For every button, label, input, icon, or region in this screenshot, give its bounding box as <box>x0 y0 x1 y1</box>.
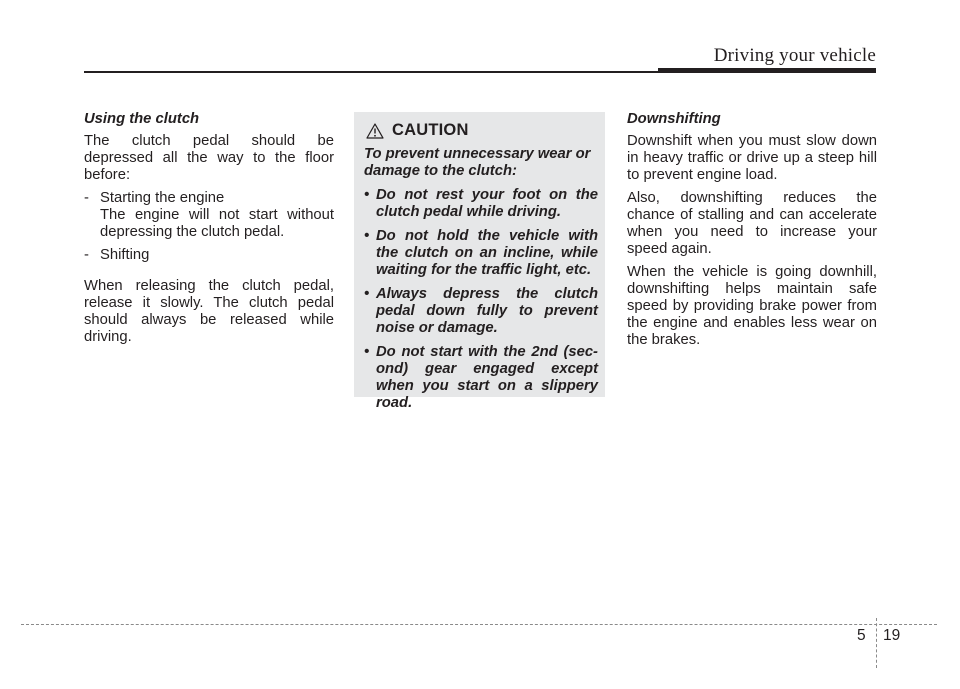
caution-item-text: Do not start with the 2nd (sec-ond) gear engaged except when you start on a slippery road. <box>376 344 598 411</box>
page-number: 19 <box>883 627 901 644</box>
list-item <box>84 190 334 207</box>
paragraph: Also, downshifting reduces the chance of stalling and can accelerate when you need to increase your speed again. <box>627 190 877 257</box>
bullet: • <box>364 187 370 203</box>
header-rule-accent <box>658 68 876 73</box>
paragraph: Downshift when you must slow down in heavy traffic or drive up a steep hill to prevent engine load. <box>627 133 877 183</box>
section-heading-downshifting: Downshifting <box>627 111 721 127</box>
caution-list <box>364 187 598 412</box>
list-item <box>84 247 334 264</box>
caution-item <box>364 228 598 279</box>
caution-item-text: Always depress the clutch pedal down fully to prevent noise or damage. <box>376 286 598 336</box>
list-item-label: Starting the engine <box>100 190 225 206</box>
caution-item <box>364 187 598 221</box>
right-column <box>627 111 877 355</box>
list-dash: - <box>84 247 89 263</box>
paragraph: When releasing the clutch pedal, release it slowly. The clutch pedal should always be released while driving. <box>84 278 334 345</box>
bullet: • <box>364 286 370 302</box>
footer-divider <box>876 618 877 668</box>
list-item-label: Shifting <box>100 247 150 263</box>
caution-item <box>364 344 598 412</box>
caution-box <box>354 112 605 411</box>
header-title: Driving your vehicle <box>713 45 876 66</box>
caution-item-text: Do not rest your foot on the clutch pedal while driving. <box>376 187 598 220</box>
caution-item-text: Do not hold the vehicle with the clutch on an incline, while waiting for the traffic light, etc. <box>376 228 598 278</box>
caution-header <box>364 121 598 140</box>
caution-item <box>364 286 598 337</box>
header-rule <box>84 71 662 73</box>
list-dash: - <box>84 190 89 206</box>
list-item-detail: The engine will not start without depressing the clutch pedal. <box>100 207 334 240</box>
warning-triangle-icon <box>366 123 384 139</box>
paragraph: The clutch pedal should be depressed all the way to the floor before: <box>84 133 334 183</box>
bullet: • <box>364 344 370 360</box>
bullet: • <box>364 228 370 244</box>
caution-intro: To prevent unnecessary wear or damage to the clutch: <box>364 146 591 179</box>
caution-title: CAUTION <box>392 121 469 139</box>
section-heading-clutch: Using the clutch <box>84 111 200 127</box>
footer-rule <box>21 624 937 625</box>
section-number: 5 <box>857 627 866 644</box>
left-column <box>84 111 334 352</box>
paragraph: When the vehicle is going downhill, downshifting helps maintain safe speed by providing brake power from the engine and enables less wear on the brakes. <box>627 264 877 348</box>
